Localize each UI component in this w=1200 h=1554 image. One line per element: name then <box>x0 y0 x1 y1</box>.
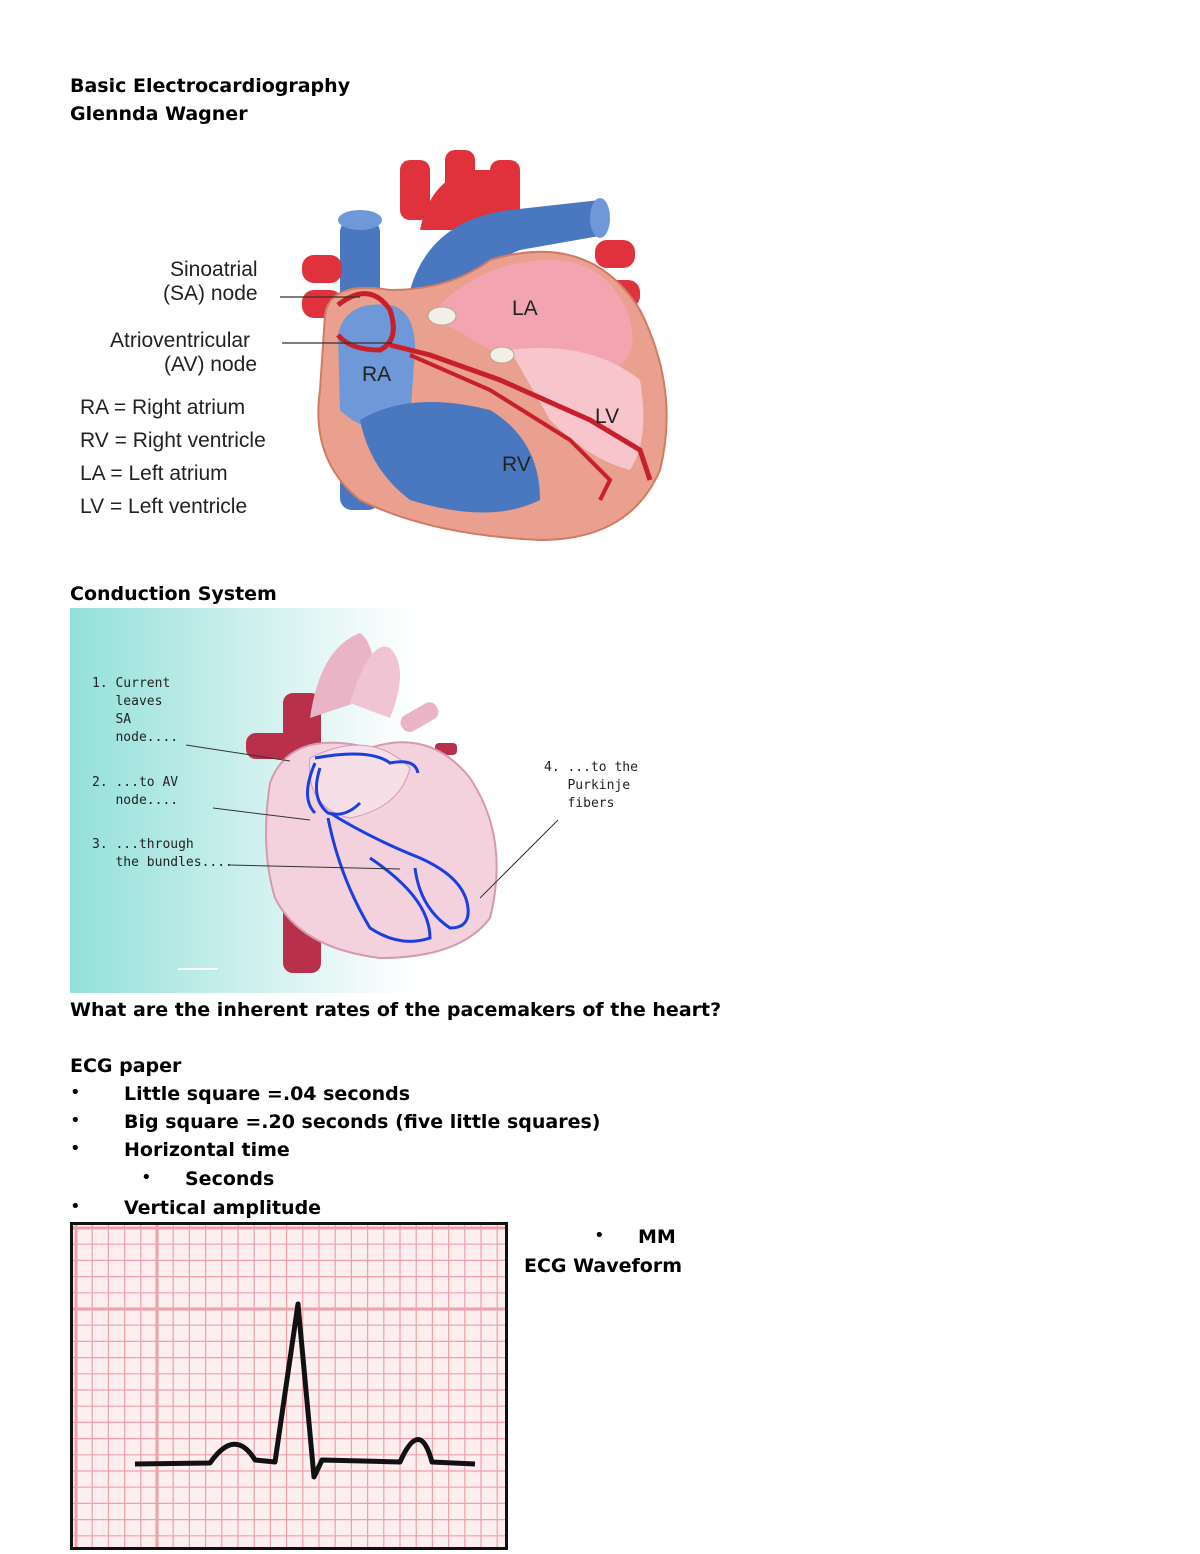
key-lv: LV = Left ventricle <box>80 495 248 518</box>
conduction-step-1: 1. Current leaves SA node.... <box>92 676 179 745</box>
conduction-step-2: 2. ...to AV node.... <box>92 775 179 808</box>
bullet-marker: • <box>70 1110 81 1131</box>
key-ra: RA = Right atrium <box>80 396 246 419</box>
list-item: Big square =.20 seconds (five little squares) <box>124 1111 601 1133</box>
ecg-grid-illustration <box>70 1222 508 1550</box>
bullet-marker: • <box>141 1167 152 1188</box>
doc-title: Basic Electrocardiography <box>70 75 351 97</box>
bullet-marker: • <box>70 1082 81 1103</box>
ecg-grid-figure <box>70 1222 508 1550</box>
conduction-step-4: 4. ...to the Purkinje fibers <box>544 760 638 811</box>
pacemaker-question: What are the inherent rates of the pacemakers of the heart? <box>70 999 722 1021</box>
mm-item: MM <box>638 1226 676 1248</box>
bullet-marker: • <box>594 1225 605 1246</box>
conduction-step-3: 3. ...through the bundles.... <box>92 837 233 870</box>
av-node-label-line1: Atrioventricular <box>110 329 251 352</box>
chamber-label-la: LA <box>512 297 538 320</box>
conduction-heading: Conduction System <box>70 583 277 605</box>
av-node-label-line2: (AV) node <box>164 353 257 376</box>
ecg-waveform-heading: ECG Waveform <box>524 1255 682 1277</box>
key-la: LA = Left atrium <box>80 462 228 485</box>
list-item: Vertical amplitude <box>124 1197 322 1219</box>
key-rv: RV = Right ventricle <box>80 429 266 452</box>
bullet-marker: • <box>70 1196 81 1217</box>
ecg-paper-heading: ECG paper <box>70 1055 182 1077</box>
bullet-marker: • <box>70 1138 81 1159</box>
chamber-label-rv: RV <box>502 453 531 476</box>
list-item-sub: Seconds <box>185 1168 275 1190</box>
conduction-figure <box>70 608 648 993</box>
chamber-label-ra: RA <box>362 363 392 386</box>
chamber-label-lv: LV <box>595 405 620 428</box>
list-item: Little square =.04 seconds <box>124 1083 411 1105</box>
list-item: Horizontal time <box>124 1139 290 1161</box>
sa-node-label-line2: (SA) node <box>163 282 258 305</box>
doc-author: Glennda Wagner <box>70 103 248 125</box>
sa-node-label-line1: Sinoatrial <box>170 258 258 281</box>
